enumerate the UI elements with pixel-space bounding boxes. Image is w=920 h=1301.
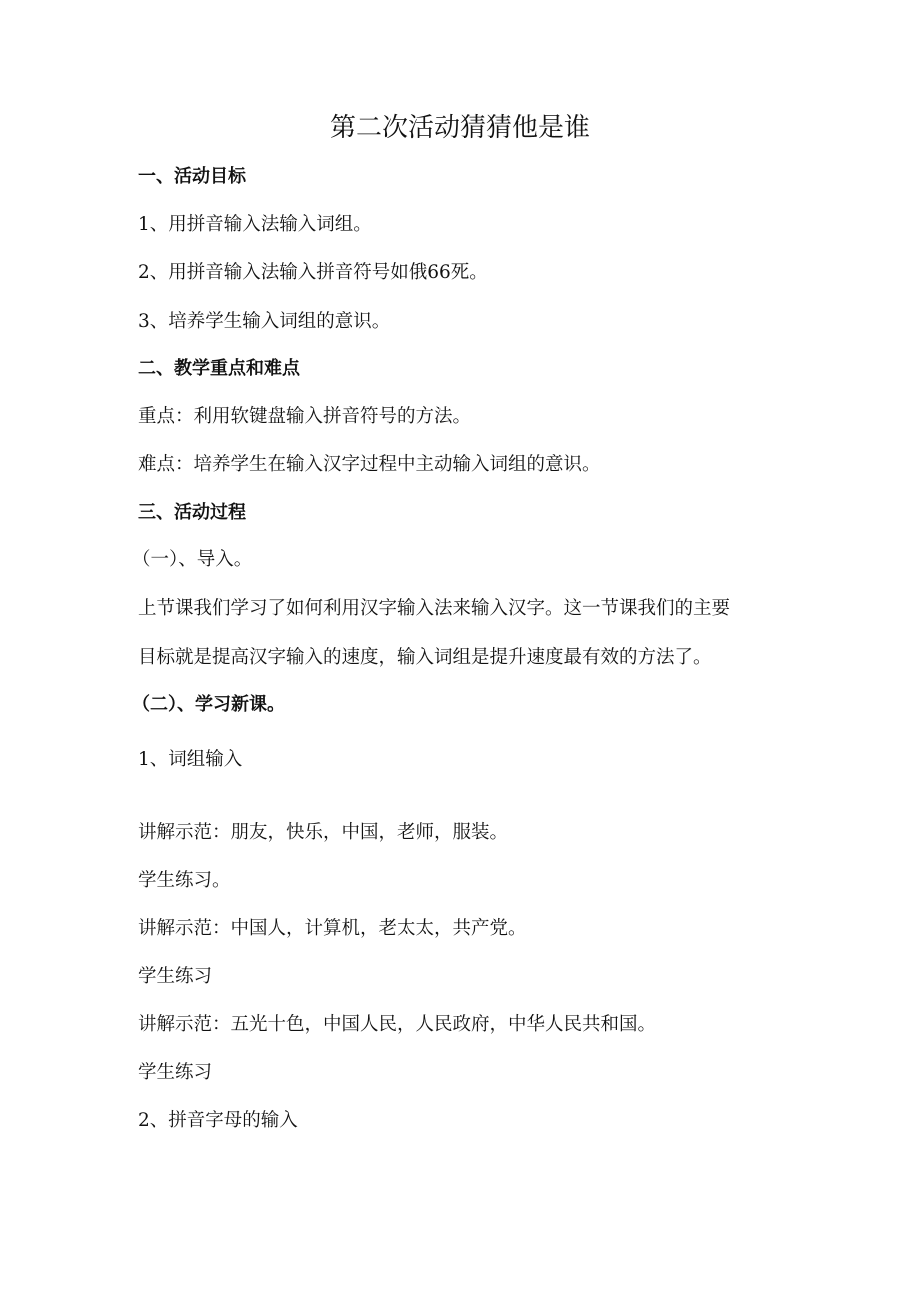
subsection-new-lesson: （二）、学习新课。 — [132, 694, 285, 715]
difficulty-text: 难点：培养学生在输入汉字过程中主动输入词组的意识。 — [138, 454, 601, 475]
section-heading-process: 三、活动过程 — [138, 502, 246, 523]
practice-line-3: 学生练习 — [138, 1062, 213, 1083]
goal-item-2: 2、用拼音输入法输入拼音符号如俄66死。 — [138, 262, 488, 283]
key-point-text: 重点：利用软键盘输入拼音符号的方法。 — [138, 406, 472, 427]
goal-item-3: 3、培养学生输入词组的意识。 — [138, 311, 391, 332]
item-phrase-input: 1、词组输入 — [138, 749, 243, 770]
practice-line-2: 学生练习 — [138, 966, 213, 987]
goal-item-1: 1、用拼音输入法输入词组。 — [138, 214, 372, 235]
demo-line-1: 讲解示范：朋友，快乐，中国，老师，服装。 — [138, 822, 509, 843]
section-heading-goals: 一、活动目标 — [138, 166, 246, 187]
practice-line-1: 学生练习。 — [138, 870, 231, 891]
paragraph-line-1: 上节课我们学习了如何利用汉字输入法来输入汉字。这一节课我们的主要 — [138, 598, 731, 619]
item-pinyin-input: 2、拼音字母的输入 — [138, 1110, 298, 1131]
document-title: 第二次活动猜猜他是谁 — [329, 113, 590, 143]
paragraph-line-2: 目标就是提高汉字输入的速度，输入词组是提升速度最有效的方法了。 — [138, 647, 712, 668]
demo-line-2: 讲解示范：中国人，计算机，老太太，共产党。 — [138, 918, 527, 939]
subsection-intro: （一）、导入。 — [132, 549, 253, 570]
demo-line-3: 讲解示范：五光十色，中国人民，人民政府，中华人民共和国。 — [138, 1014, 657, 1035]
section-heading-key-points: 二、教学重点和难点 — [138, 358, 300, 379]
